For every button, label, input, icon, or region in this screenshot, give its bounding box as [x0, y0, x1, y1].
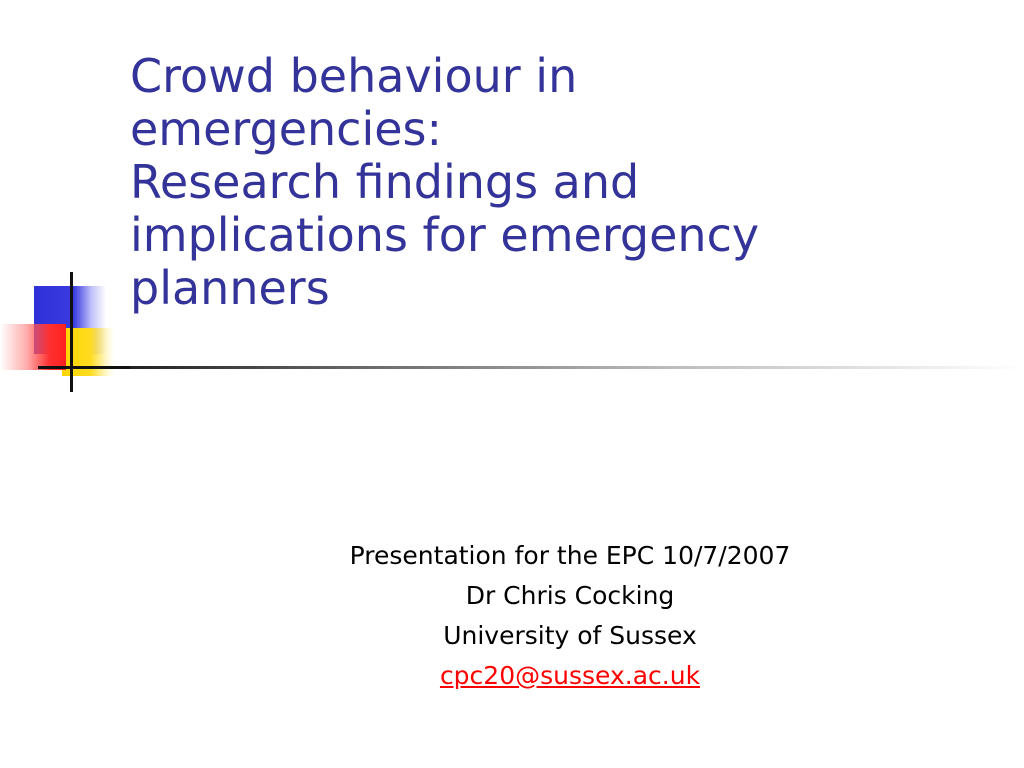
presentation-line: Presentation for the EPC 10/7/2007: [349, 541, 791, 570]
slide-subtitle: [280, 536, 860, 696]
institution-name: University of Sussex: [443, 621, 697, 650]
horizontal-line: [38, 366, 130, 369]
title-line: Crowd behaviour in: [130, 49, 578, 103]
title-underline-rule: [130, 366, 1024, 369]
red-bar-shape: [0, 324, 66, 370]
slide-title: [130, 50, 990, 315]
title-line: Research findings and: [130, 155, 640, 209]
email-link[interactable]: cpc20@sussex.ac.uk: [439, 661, 701, 690]
title-line: implications for emergency: [130, 208, 760, 262]
title-line: planners: [130, 261, 330, 315]
vertical-line: [70, 272, 73, 392]
author-name: Dr Chris Cocking: [465, 581, 675, 610]
slide-logo-decoration: [0, 270, 130, 395]
title-line: emergencies:: [130, 102, 443, 156]
